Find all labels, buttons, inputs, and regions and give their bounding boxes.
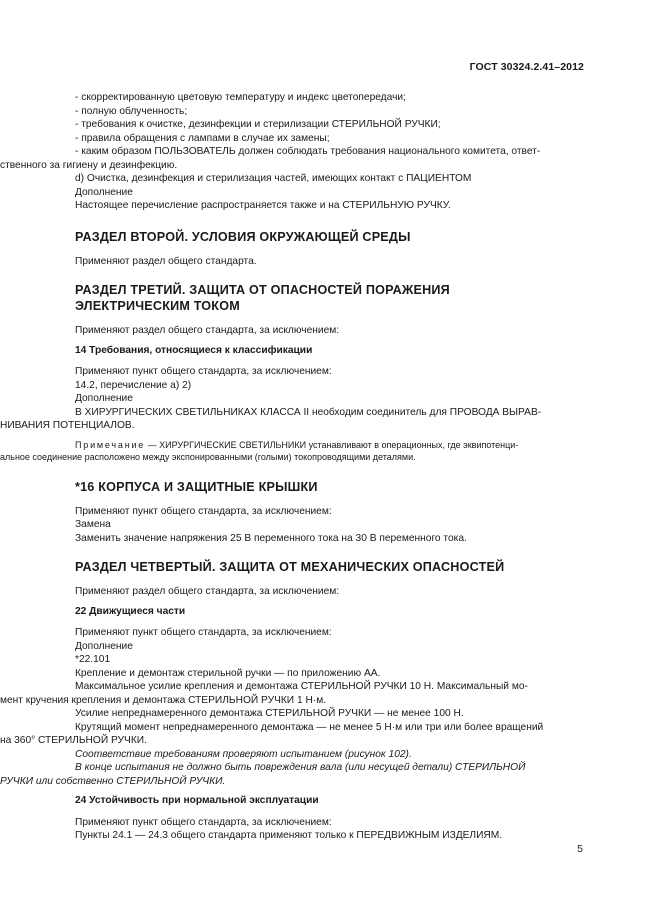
list-item: - каким образом ПОЛЬЗОВАТЕЛЬ должен соблюдать требования национального комитета, ответ- — [75, 146, 541, 157]
clause-22-ref: *22.101 — [75, 654, 111, 665]
clause-22-text: Применяют пункт общего стандарта, за исключением: — [75, 627, 332, 638]
page-content — [0, 91, 583, 843]
clause-22-p2: Максимальное усилие крепления и демонтажа СТЕРИЛЬНОЙ РУЧКИ 10 Н. Максимальный мо- — [75, 681, 528, 692]
list-item-continuation: ственного за гигиену и дезинфекцию. — [0, 159, 178, 171]
clause-14-text: Применяют пункт общего стандарта, за исключением: — [75, 366, 332, 377]
note-text: — ХИРУРГИЧЕСКИЕ СВЕТИЛЬНИКИ устанавливают в операционных, где эквипотенци- — [145, 439, 519, 450]
clause-16-replace-text: Заменить значение напряжения 25 В переменного тока на 30 В переменного тока. — [75, 532, 467, 544]
list-item: - скорректированную цветовую температуру и индекс цветопередачи; — [75, 92, 406, 103]
clause-22-p3: Усилие непреднамеренного демонтажа СТЕРИЛЬНОЙ РУЧКИ — не менее 100 Н. — [75, 708, 464, 719]
clause-14-body-cont: НИВАНИЯ ПОТЕНЦИАЛОВ. — [0, 420, 135, 431]
section-four-text: Применяют раздел общего стандарта, за исключением: — [75, 586, 340, 597]
clause-16-replace-label: Замена — [75, 519, 111, 530]
clause-14-addition: Дополнение — [75, 393, 133, 404]
item-d-heading: d) Очистка, дезинфекция и стерилизация частей, имеющих контакт с ПАЦИЕНТОМ — [75, 173, 472, 184]
clause-22-p2-cont: мент кручения крепления и демонтажа СТЕРИЛЬНОЙ РУЧКИ 1 Н·м. — [0, 694, 327, 706]
clause-22-p4-cont: на 360° СТЕРИЛЬНОЙ РУЧКИ. — [0, 735, 147, 746]
page-number: 5 — [577, 843, 583, 855]
list-item: - правила обращения с лампами в случае их замены; — [75, 132, 330, 144]
addition-label: Дополнение — [75, 186, 133, 198]
clause-22-p5: Соответствие требованиям проверяют испытанием (рисунок 102). — [75, 748, 412, 760]
section-three-title: РАЗДЕЛ ТРЕТИЙ. ЗАЩИТА ОТ ОПАСНОСТЕЙ ПОРАЖЕНИЯ — [75, 283, 450, 297]
clause-22-p6-cont: РУЧКИ или собственно СТЕРИЛЬНОЙ РУЧКИ. — [0, 775, 226, 787]
clause-14-title: 14 Требования, относящиеся к классификации — [75, 344, 313, 356]
page-header-standard: ГОСТ 30324.2.41–2012 — [469, 61, 584, 73]
note — [75, 439, 583, 451]
clause-22-p6: В конце испытания не должно быть повреждения вала (или несущей детали) СТЕРИЛЬНОЙ — [75, 762, 526, 773]
clause-14-ref: 14.2, перечисление а) 2) — [75, 379, 192, 391]
note-cont: альное соединение расположено между экспонированными (голыми) токопроводящими деталями. — [0, 451, 416, 462]
clause-22-p1: Крепление и демонтаж стерильной ручки — по приложению АА. — [75, 667, 381, 679]
section-three-text: Применяют раздел общего стандарта, за исключением: — [75, 325, 340, 336]
clause-14-body: В ХИРУРГИЧЕСКИХ СВЕТИЛЬНИКАХ КЛАССА II необходим соединитель для ПРОВОДА ВЫРАВ- — [75, 406, 542, 418]
clause-24-text: Применяют пункт общего стандарта, за исключением: — [75, 816, 332, 828]
list-item: - полную облученность; — [75, 105, 188, 117]
clause-24-body: Пункты 24.1 — 24.3 общего стандарта применяют только к ПЕРЕДВИЖНЫМ ИЗДЕЛИЯМ. — [75, 830, 503, 841]
section-three-title-cont: ЭЛЕКТРИЧЕСКИМ ТОКОМ — [75, 299, 240, 313]
clause-16-title: *16 КОРПУСА И ЗАЩИТНЫЕ КРЫШКИ — [75, 479, 318, 494]
note-label: Примечание — [75, 439, 146, 450]
clause-16-text: Применяют пункт общего стандарта, за исключением: — [75, 505, 332, 517]
clause-22-addition: Дополнение — [75, 640, 133, 652]
item-d-text: Настоящее перечисление распространяется также и на СТЕРИЛЬНУЮ РУЧКУ. — [75, 200, 451, 211]
clause-22-p4: Крутящий момент непреднамеренного демонтажа — не менее 5 Н·м или три или более вращений — [75, 721, 544, 733]
section-two-text: Применяют раздел общего стандарта. — [75, 255, 257, 267]
clause-22-title: 22 Движущиеся части — [75, 605, 186, 617]
clause-24-title: 24 Устойчивость при нормальной эксплуатации — [75, 795, 319, 806]
section-four-title: РАЗДЕЛ ЧЕТВЕРТЫЙ. ЗАЩИТА ОТ МЕХАНИЧЕСКИХ ОПАСНОСТЕЙ — [75, 560, 505, 574]
list-item: - требования к очистке, дезинфекции и стерилизации СТЕРИЛЬНОЙ РУЧКИ; — [75, 119, 441, 130]
section-two-title: РАЗДЕЛ ВТОРОЙ. УСЛОВИЯ ОКРУЖАЮЩЕЙ СРЕДЫ — [75, 229, 411, 244]
